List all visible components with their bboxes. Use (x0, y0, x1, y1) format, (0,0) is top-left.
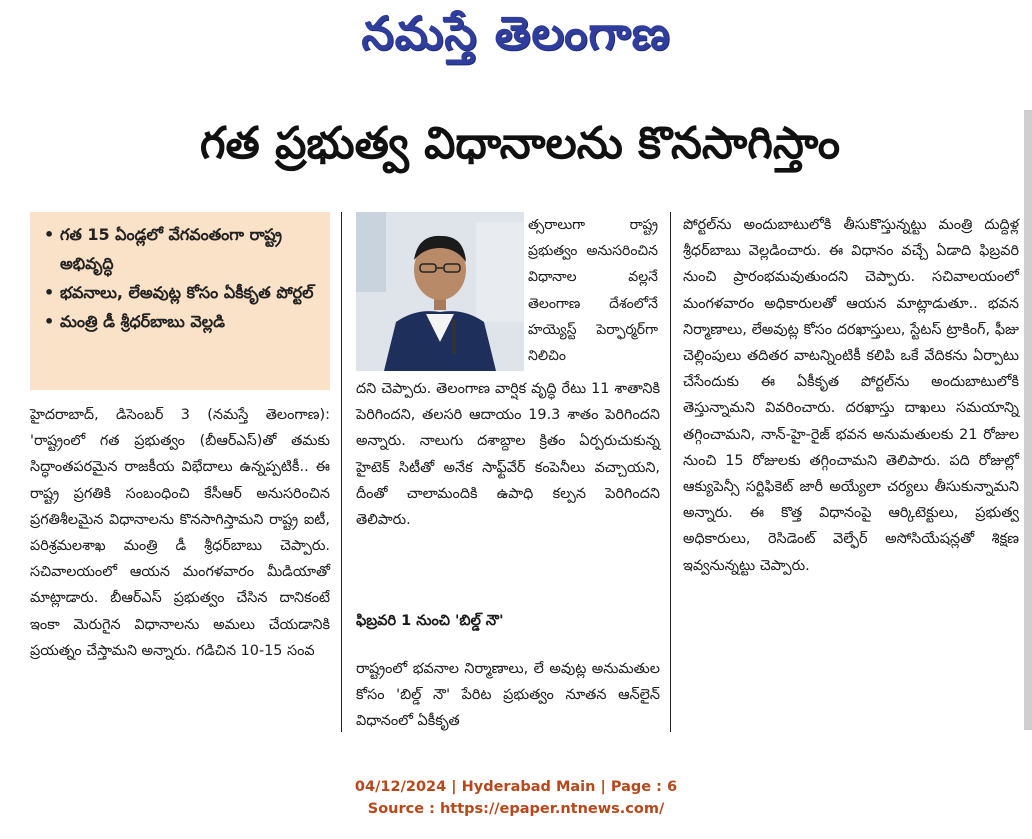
highlight-item (44, 220, 322, 278)
subheading: ఫిబ్రవరి 1 నుంచి 'బిల్డ్ నౌ' (356, 613, 504, 629)
highlight-text: గత 15 ఏండ్లలో వేగవంతంగా రాష్ట్ర అభివృద్ధి (60, 225, 282, 273)
highlight-item (44, 307, 322, 336)
article-text: హైదరాబాద్, డిసెంబర్ 3 (నమస్తే తెలంగాణ): 'రాష్ట్రంలో గత ప్రభుత్వం (బీఆర్ఎస్)తో తమకు సిద్ధాంతపరమైన రాజకీయ విభేదాలు ఉన్నప్పటికీ.. ఈ రాష్ట్ర ప్రగతికి సంబంధించి కేసీఆర్ అనుసరించిన ప్రగతిశీలమైన విధానాలను కొనసాగిస్తామని రాష్ట్ర ఐటీ, పరిశ్రమలశాఖ మంత్రి డీ శ్రీధర్‌బాబు చెప్పారు. సచివాలయంలో ఆయన మంగళవారం మీడియాతో మాట్లాడారు. బీఆర్ఎస్ ప్రభుత్వం చేసిన దానికంటే ఇంకా మెరుగైన విధానాలను అమలు చేయడానికి ప్రయత్నం చేస్తామని అన్నారు. గడిచిన 10-15 సంవ (30, 407, 330, 659)
bullet-icon: • (44, 225, 55, 244)
footer-source[interactable]: Source : https://epaper.ntnews.com/ (367, 801, 665, 817)
bullet-icon: • (44, 283, 55, 302)
article-text: త్సరాలుగా రాష్ట్ర ప్రభుత్వం అనుసరించిన విధానాల వల్లనే తెలంగాణ దేశంలోనే హయ్యెస్ట్ పెర్ఫార్మర్‌గా నిలిచిం (528, 217, 658, 365)
article-text: పోర్టల్‌ను అందుబాటులోకి తీసుకొస్తున్నట్టు మంత్రి దుద్దిళ్ల శ్రీధర్‌బాబు వెల్లడించారు. ఈ విధానం వచ్చే ఏడాది ఫిబ్రవరి నుంచి ప్రారంభమవుతుందని చెప్పారు. సచివాలయంలో మంగళవారం అధికారులతో ఆయన మాట్లాడుతూ.. భవన నిర్మాణాలు, లేఅవుట్ల కోసం దరఖాస్తులు, స్టేటస్ ట్రాకింగ్, ఫీజు చెల్లింపులు తదితర వాటన్నింటికీ కలిపి ఒకే వేదికను ఏర్పాటు చేసేందుకు ఈ ఏకీకృత పోర్టల్‌ను అందుబాటులోకి తెస్తున్నామని వివరించారు. దరఖాస్తు దాఖలు సమయాన్ని తగ్గించామని, నాన్-హై-రైజ్ భవన అనుమతులకు 21 రోజుల నుంచి 15 రోజులకు తగ్గించామని తెలిపారు. పది రోజుల్లో ఆక్యుపెన్సీ సర్టిఫికెట్ జారీ అయ్యేలా చర్యలు తీసుకున్నామని అన్నారు. ఈ కొత్త విధానంపై ఆర్కిటెక్టులు, ప్రభుత్వ అధికారులు, రెసిడెంట్ వెల్ఫేర్ అసోసియేషన్లతో శిక్షణ ఇవ్వనున్నట్టు చెప్పారు. (683, 217, 1019, 574)
minister-photo-illustration (356, 212, 524, 371)
bullet-icon: • (44, 312, 55, 331)
highlights-box (30, 212, 330, 390)
minister-photo (356, 212, 524, 371)
footer-edition-info: 04/12/2024 | Hyderabad Main | Page : 6 (354, 779, 678, 795)
highlight-text: భవనాలు, లేఅవుట్ల కోసం ఏకీకృత పోర్టల్ (60, 283, 314, 302)
highlight-text: మంత్రి డీ శ్రీధర్‌బాబు వెల్లడి (60, 312, 225, 331)
article-column-3 (683, 212, 1019, 579)
article-column-1 (30, 402, 330, 664)
article-column-2 (356, 376, 660, 533)
article-column-2-top (528, 212, 658, 369)
column-divider (341, 212, 342, 732)
article-column-2-bottom (356, 656, 660, 735)
headline: గత ప్రభుత్వ విధానాలను కొనసాగిస్తాం (199, 118, 841, 169)
article-text: రాష్ట్రంలో భవనాల నిర్మాణాలు, లే అవుట్ల అనుమతుల కోసం 'బిల్డ్ నౌ' పేరిట ప్రభుత్వం నూతన ఆన్‌లైన్ విధానంలో ఏకీకృత (356, 661, 660, 730)
column-divider (670, 212, 671, 732)
highlight-item (44, 278, 322, 307)
adjacent-page-edge (1024, 110, 1032, 730)
masthead-logo: నమస్తే తెలంగాణ (361, 6, 671, 60)
article-text: దని చెప్పారు. తెలంగాణ వార్షిక వృద్ధి రేటు 11 శాతానికి పెరిగిందని, తలసరి ఆదాయం 19.3 శాతం పెరిగిందని అన్నారు. నాలుగు దశాబ్దాల క్రితం ఏర్పరుచుకున్న హైటెక్ సిటీతో అనేక సాఫ్ట్‌వేర్ కంపెనీలు వచ్చాయని, దీంతో చాలామందికి ఉపాధి కల్పన పెరిగిందని తెలిపారు. (356, 381, 660, 529)
